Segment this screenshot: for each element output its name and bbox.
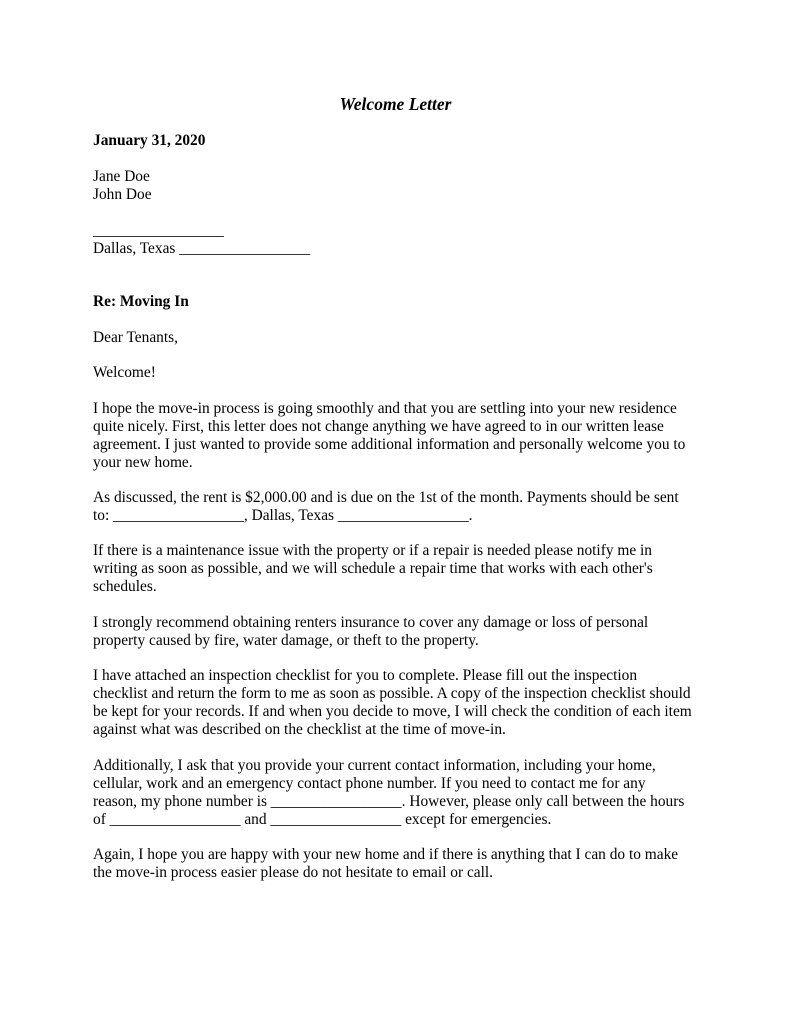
paragraph-line: to: _________________, Dallas, Texas _________________. — [93, 506, 473, 524]
recipient-name: Jane Doe — [93, 168, 150, 185]
body-paragraph — [93, 667, 708, 739]
body-paragraph — [93, 757, 708, 829]
paragraph-line: agreement. I just wanted to provide some additional information and personally welcome you to — [93, 435, 686, 453]
subject-line: Re: Moving In — [93, 293, 189, 310]
paragraph-line: your new home. — [93, 453, 193, 471]
paragraph-line: of _________________ and _________________ except for emergencies. — [93, 810, 552, 828]
paragraph-line: schedules. — [93, 577, 157, 595]
paragraph-line: be kept for your records. If and when you decide to move, I will check the condition of each item — [93, 702, 692, 720]
body-paragraph — [93, 489, 708, 525]
address-block — [93, 222, 708, 258]
paragraph-line: If there is a maintenance issue with the property or if a repair is needed please notify me in — [93, 542, 652, 559]
body-paragraph — [93, 846, 708, 882]
body-paragraph — [93, 542, 708, 596]
paragraph-line: Additionally, I ask that you provide your current contact information, including your home, — [93, 757, 656, 774]
paragraph-line: I hope the move-in process is going smoothly and that you are settling into your new residence — [93, 400, 677, 417]
paragraph-line: I have attached an inspection checklist for you to complete. Please fill out the inspection — [93, 667, 638, 684]
letter-date: January 31, 2020 — [93, 132, 206, 149]
paragraph-line: I strongly recommend obtaining renters insurance to cover any damage or loss of personal — [93, 614, 649, 631]
recipient-block — [93, 168, 708, 204]
greeting: Welcome! — [93, 364, 156, 381]
paragraph-line: against what was described on the checklist at the time of move-in. — [93, 720, 506, 738]
letter-title: Welcome Letter — [339, 94, 452, 114]
address-line: _________________ — [93, 222, 224, 239]
paragraph-line: the move-in process easier please do not hesitate to email or call. — [93, 863, 494, 881]
body-paragraph — [93, 400, 708, 472]
paragraph-line: Again, I hope you are happy with your new home and if there is anything that I can do to make — [93, 846, 679, 863]
paragraph-line: As discussed, the rent is $2,000.00 and is due on the 1st of the month. Payments should be sent — [93, 489, 679, 506]
paragraph-line: writing as soon as possible, and we will schedule a repair time that works with each other's — [93, 559, 653, 577]
paragraph-line: reason, my phone number is _________________. However, please only call between the hours — [93, 792, 685, 810]
salutation: Dear Tenants, — [93, 329, 178, 346]
recipient-name: John Doe — [93, 185, 152, 203]
body-paragraph — [93, 614, 708, 650]
paragraph-line: property caused by fire, water damage, or theft to the property. — [93, 631, 479, 649]
paragraph-line: quite nicely. First, this letter does not change anything we have agreed to in our written lease — [93, 417, 664, 435]
paragraph-line: checklist and return the form to me as soon as possible. A copy of the inspection checklist should — [93, 684, 691, 702]
paragraph-line: cellular, work and an emergency contact phone number. If you need to contact me for any — [93, 774, 646, 792]
address-line: Dallas, Texas _________________ — [93, 239, 311, 257]
